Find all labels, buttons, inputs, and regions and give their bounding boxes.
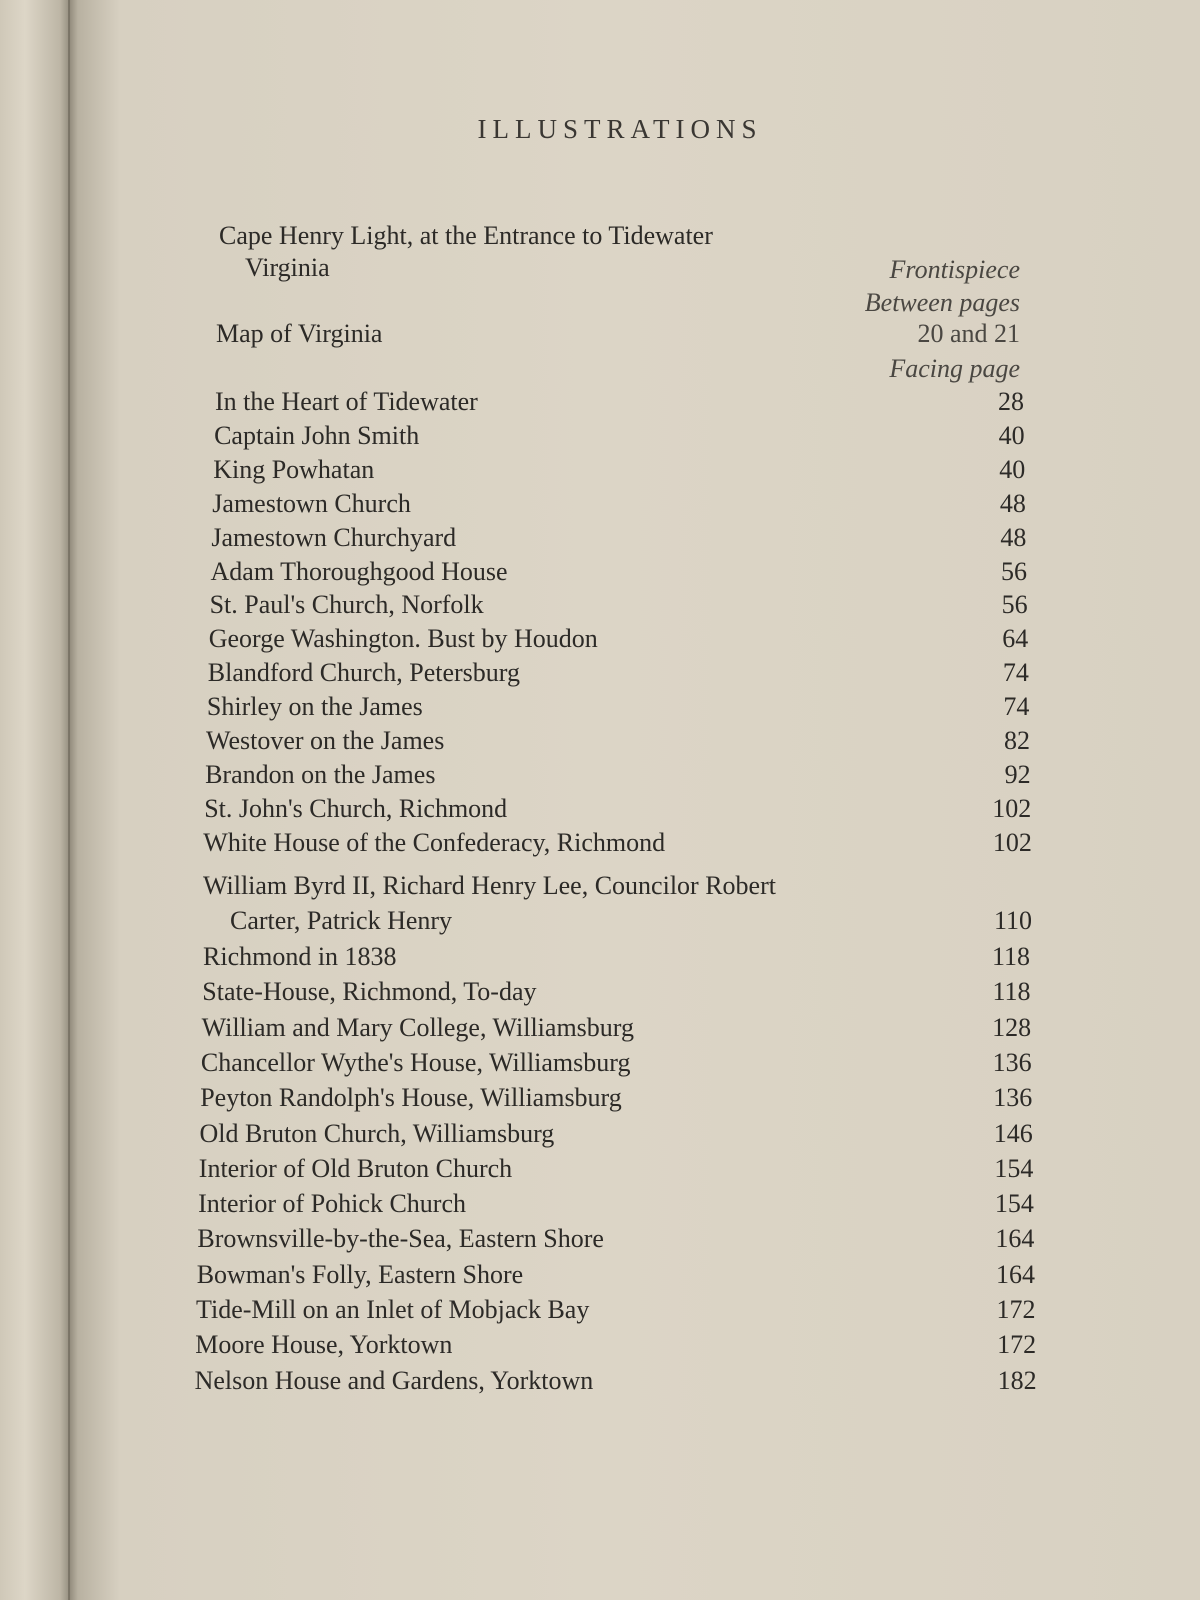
entry-title: Brownsville-by-the-Sea, Eastern Shore: [197, 1224, 604, 1254]
entry-page-label: Frontispiece: [889, 255, 1020, 284]
entry-page: 74: [1002, 658, 1029, 688]
entry-title: White House of the Confederacy, Richmond: [203, 827, 666, 857]
entry-page: 92: [1004, 759, 1031, 789]
entry-title: Chancellor Wythe's House, Williamsburg: [200, 1047, 631, 1077]
entry-page: 136: [992, 1047, 1032, 1077]
entry-title: Brandon on the James: [205, 759, 436, 789]
entry-page: 172: [996, 1295, 1036, 1324]
entry-title: Richmond in 1838: [203, 942, 397, 971]
entry-page: 20 and 21: [917, 319, 1020, 348]
entry-page: 118: [992, 977, 1031, 1007]
entry-page: 154: [994, 1153, 1034, 1183]
entry-page: 164: [995, 1259, 1035, 1289]
entry-page: 56: [1001, 590, 1028, 620]
entry-title: Old Bruton Church, Williamsburg: [199, 1118, 555, 1148]
entry-title: Jamestown Church: [212, 488, 411, 518]
entry-title: In the Heart of Tidewater: [215, 387, 478, 416]
entry-page: 28: [998, 387, 1024, 416]
entry-title: Tide-Mill on an Inlet of Mobjack Bay: [196, 1295, 590, 1324]
entry-title: Bowman's Folly, Eastern Shore: [196, 1259, 524, 1289]
entry-title: George Washington. Bust by Houdon: [208, 624, 598, 654]
entry-page: 48: [1000, 522, 1027, 552]
entry-title: Map of Virginia: [216, 319, 383, 348]
entry-title: William Byrd II, Richard Henry Lee, Councilor Robert: [203, 871, 776, 900]
entry-page: 102: [992, 793, 1032, 823]
entry-title: Shirley on the James: [206, 692, 423, 722]
entry-title: King Powhatan: [213, 454, 375, 484]
entry-title: Interior of Old Bruton Church: [198, 1153, 513, 1183]
entry-page: 118: [991, 942, 1030, 971]
entry-page: 128: [992, 1012, 1032, 1042]
entry-title: Captain John Smith: [214, 420, 420, 450]
entry-title-continued: Carter, Patrick Henry: [230, 906, 453, 935]
book-gutter: [68, 0, 70, 1600]
entry-title: Jamestown Churchyard: [211, 522, 457, 552]
entry-page: 182: [997, 1365, 1037, 1395]
facing-page-label: Facing page: [889, 354, 1020, 383]
entry-page: 154: [994, 1189, 1034, 1219]
entry-title: Blandford Church, Petersburg: [207, 658, 520, 688]
entry-title: Cape Henry Light, at the Entrance to Tidewater: [219, 221, 713, 250]
entry-title-continued: Virginia: [245, 253, 330, 282]
entry-page: 102: [992, 827, 1032, 857]
list-item: [216, 318, 382, 350]
entry-title: Westover on the James: [206, 726, 445, 755]
entry-page: 48: [999, 488, 1026, 518]
entry-title: State-House, Richmond, To-day: [202, 977, 537, 1007]
entry-page: 110: [993, 906, 1032, 935]
list-item: [245, 252, 330, 284]
entry-title: St. John's Church, Richmond: [204, 793, 508, 823]
entry-page: 56: [1001, 556, 1027, 586]
list-item: [203, 870, 776, 902]
entry-page: 172: [997, 1330, 1037, 1360]
list-item: [219, 220, 713, 252]
list-item: [230, 905, 452, 937]
entry-title: William and Mary College, Williamsburg: [201, 1012, 634, 1042]
entry-page: 146: [993, 1118, 1033, 1148]
page-title: ILLUSTRATIONS: [477, 114, 763, 144]
entry-page: 82: [1004, 726, 1030, 755]
entry-page: 164: [995, 1224, 1035, 1254]
entry-title: St. Paul's Church, Norfolk: [209, 590, 484, 620]
entry-title: Moore House, Yorktown: [195, 1330, 453, 1360]
entry-title: Peyton Randolph's House, Williamsburg: [200, 1083, 622, 1113]
entry-page: 136: [993, 1083, 1033, 1113]
entry-page-note: Between pages: [864, 288, 1020, 317]
entry-page: 74: [1003, 692, 1030, 722]
entry-page: 64: [1002, 624, 1029, 654]
entry-title: Adam Thoroughgood House: [210, 556, 508, 586]
entry-title: Nelson House and Gardens, Yorktown: [194, 1365, 594, 1395]
entry-page: 40: [998, 420, 1025, 450]
entry-title: Interior of Pohick Church: [198, 1189, 466, 1219]
entry-page: 40: [999, 454, 1026, 484]
